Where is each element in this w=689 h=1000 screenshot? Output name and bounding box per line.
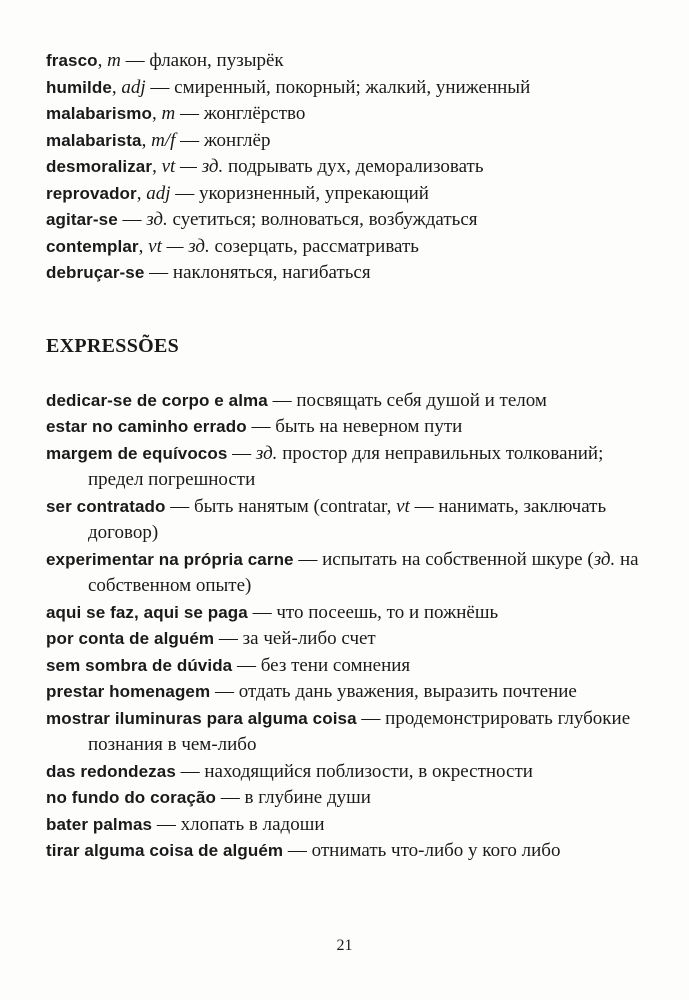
expressions-list <box>46 388 656 865</box>
vocab-term: contemplar <box>46 236 139 256</box>
expression-term: dedicar-se de corpo e alma <box>46 390 268 410</box>
expression-entry: margem de equívocos — зд. простор для неправильных толкований; предел погрешности <box>46 442 604 490</box>
expression-term: estar no caminho errado <box>46 417 247 436</box>
grammar-tag: m <box>107 50 121 71</box>
expression-entry: bater palmas — хлопать в ладоши <box>46 813 325 835</box>
expression-term: no fundo do coração <box>46 788 217 807</box>
grammar-tag: m <box>161 103 176 124</box>
vocab-definition: — укоризненный, упрекающий <box>170 182 429 204</box>
expression-term: prestar homenagem <box>46 682 211 701</box>
expression-entry: no fundo do coração — в глубине души <box>46 787 371 808</box>
vocab-term: agitar-se <box>46 210 118 229</box>
expression-term: sem sombra de dúvida <box>46 655 233 675</box>
vocab-entry: humilde, adj — смиренный, покорный; жалкий, униженный <box>46 76 531 98</box>
vocab-term: reprovador <box>46 183 137 203</box>
expression-entry: aqui se faz, aqui se paga — что посеешь, то и пожнёшь <box>46 601 499 623</box>
grammar-tag: adj <box>146 182 171 204</box>
expression-term: mostrar iluminuras para alguma coisa <box>46 708 357 728</box>
expression-term: das redondezas <box>46 761 176 781</box>
vocab-definition: суетиться; волноваться, возбуждаться <box>167 209 478 230</box>
vocab-definition: — смиренный, покорный; жалкий, униженный <box>145 76 531 98</box>
expression-entry: sem sombra de dúvida — без тени сомнения <box>46 654 411 676</box>
section-heading: EXPRESSÕES <box>46 334 180 357</box>
expression-entry: ser contratado — быть нанятым (contratar, vt — нанимать, заключать договор) <box>46 495 607 543</box>
expression-entry: das redondezas — находящийся поблизости, в окрестности <box>46 760 533 782</box>
vocab-term: malabarista <box>46 130 142 150</box>
vocab-entry: frasco, m — флакон, пузырёк <box>46 50 284 71</box>
vocab-definition: — наклоняться, нагибаться <box>144 262 371 283</box>
vocab-entry: agitar-se — зд. суетиться; волноваться, возбуждаться <box>46 209 478 230</box>
grammar-tag: vt — зд. <box>148 235 210 257</box>
expression-term: experimentar na própria carne <box>46 549 294 569</box>
expression-entry: mostrar iluminuras para alguma coisa — продемонстрировать глубокие познания в чем-либо <box>46 707 631 755</box>
page-content <box>46 48 656 865</box>
grammar-tag: vt — зд. <box>161 156 224 177</box>
vocab-term: frasco <box>46 51 98 70</box>
vocab-entry: contemplar, vt — зд. созерцать, рассматривать <box>46 235 419 257</box>
expression-entry: por conta de alguém — за чей-либо счет <box>46 628 376 649</box>
expression-term: ser contratado <box>46 496 166 516</box>
expression-entry: prestar homenagem — отдать дань уважения, выразить почтение <box>46 681 577 702</box>
vocab-term: humilde <box>46 77 112 97</box>
expression-term: por conta de alguém <box>46 629 215 648</box>
grammar-tag: m/f <box>151 129 176 151</box>
expression-entry: dedicar-se de corpo e alma — посвящать себя душой и телом <box>46 389 547 411</box>
expression-entry: tirar alguma coisa de alguém — отнимать что-либо у кого либо <box>46 840 561 861</box>
page-number: 21 <box>336 937 353 954</box>
vocab-entry <box>46 260 656 287</box>
vocab-entry: desmoralizar, vt — зд. подрывать дух, деморализовать <box>46 156 484 177</box>
vocab-entry: malabarista, m/f — жонглёр <box>46 129 271 151</box>
vocabulary-list <box>46 48 656 287</box>
vocab-term: malabarismo <box>46 104 152 123</box>
expression-entry: estar no caminho errado — быть на неверном пути <box>46 416 463 437</box>
expression-entry: experimentar na própria carne — испытать на собственной шкуре (зд. на собственном опыте) <box>46 548 639 596</box>
vocab-definition: — флакон, пузырёк <box>120 50 284 71</box>
vocab-definition: — жонглёрство <box>175 103 306 124</box>
expression-term: margem de equívocos <box>46 443 228 463</box>
vocab-entry: reprovador, adj — укоризненный, упрекающий <box>46 182 429 204</box>
grammar-tag: зд. <box>146 209 168 230</box>
grammar-tag: adj <box>121 76 146 98</box>
vocab-term: desmoralizar <box>46 157 153 176</box>
vocab-definition: созерцать, рассматривать <box>209 235 419 257</box>
expression-term: bater palmas <box>46 814 153 834</box>
vocab-definition: подрывать дух, деморализовать <box>223 156 484 177</box>
vocab-term: debruçar-se <box>46 263 145 282</box>
vocab-entry: malabarismo, m — жонглёрство <box>46 103 306 124</box>
expression-term: aqui se faz, aqui se paga <box>46 602 248 622</box>
vocab-definition: — жонглёр <box>175 129 271 151</box>
expression-term: tirar alguma coisa de alguém <box>46 841 284 860</box>
